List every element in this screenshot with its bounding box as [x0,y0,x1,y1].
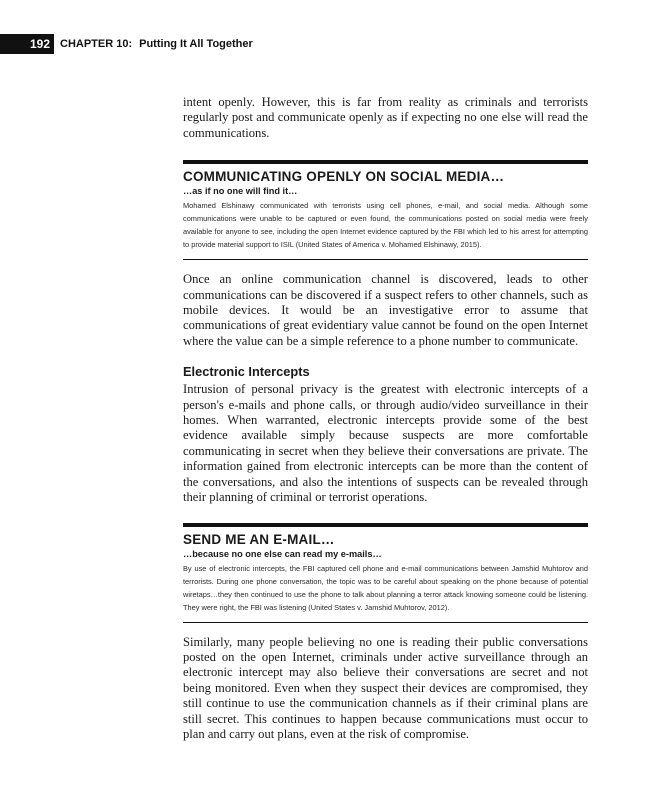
paragraph-intro: intent openly. However, this is far from reality as criminals and terrorists regularly post and communicate openly as if expecting no one else will read the communications. [183,95,588,140]
page-header [0,34,253,54]
page-number: 192 [0,34,54,54]
chapter-title: Putting It All Together [139,38,253,50]
sidebar-text: Mohamed Elshinawy communicated with terrorists using cell phones, e-mail, and social media. Although some communications were unable to be captured or even found, the communications posted on social media were freely available for anyone to see, including the open Internet evidence captured by the FBI which led to his arrest for attempting to provide material support to ISIL (United States of America v. Mohamed Elshinawy, 2015). [183,201,588,250]
section-heading: Electronic Intercepts [183,364,310,380]
paragraph-intercepts: Intrusion of personal privacy is the greatest with electronic intercepts of a person's e-mails and phone calls, or through audio/video surveillance in their homes. When warranted, electronic intercepts provide some of the best evidence available simply because suspects are more comfortable communicating in secret when they believe their conversations are private. The information gained from electronic intercepts can be more than the content of the conversations, and also the intentions of suspects can be revealed through their planning of criminal or terrorist operations. [183,382,588,505]
page-content [183,95,588,742]
sidebar-social-media [183,160,588,260]
sidebar-text: By use of electronic intercepts, the FBI captured cell phone and e-mail communications between Jamshid Muhtorov and terrorists. During one phone conversation, the topic was to be careful about speaking on the phone because of potential wiretaps…they then continued to use the phone to talk about planning a terror attack knowing someone could be listening. They were right, the FBI was listening (United States v. Jamshid Muhtorov, 2012). [183,563,588,612]
paragraph-channels: Once an online communication channel is discovered, leads to other communications can be discovered if a suspect refers to other channels, such as mobile devices. It would be an investigative error to assume that communications of great evidentiary value cannot be found on the open Internet where the value can be a simple reference to a phone number to communicate. [183,272,588,348]
chapter-label: CHAPTER 10: [60,38,133,50]
sidebar-title: SEND ME AN E-MAIL… [183,531,335,547]
sidebar-title: COMMUNICATING OPENLY ON SOCIAL MEDIA… [183,169,505,185]
sidebar-email [183,523,588,623]
sidebar-subtitle: …as if no one will find it… [183,186,298,197]
paragraph-similarly: Similarly, many people believing no one is reading their public conversations posted on the open Internet, criminals under active surveillance through an electronic intercept may also believe their conversations are secret and not being monitored. Even when they suspect their devices are compromised, they still continue to use the communication channels as if their criminal plans are still secret. This continues to happen because communications must occur to plan and carry out plans, even at the risk of compromise. [183,634,588,741]
sidebar-subtitle: …because no one else can read my e-mails… [183,548,382,559]
running-head [60,38,253,50]
